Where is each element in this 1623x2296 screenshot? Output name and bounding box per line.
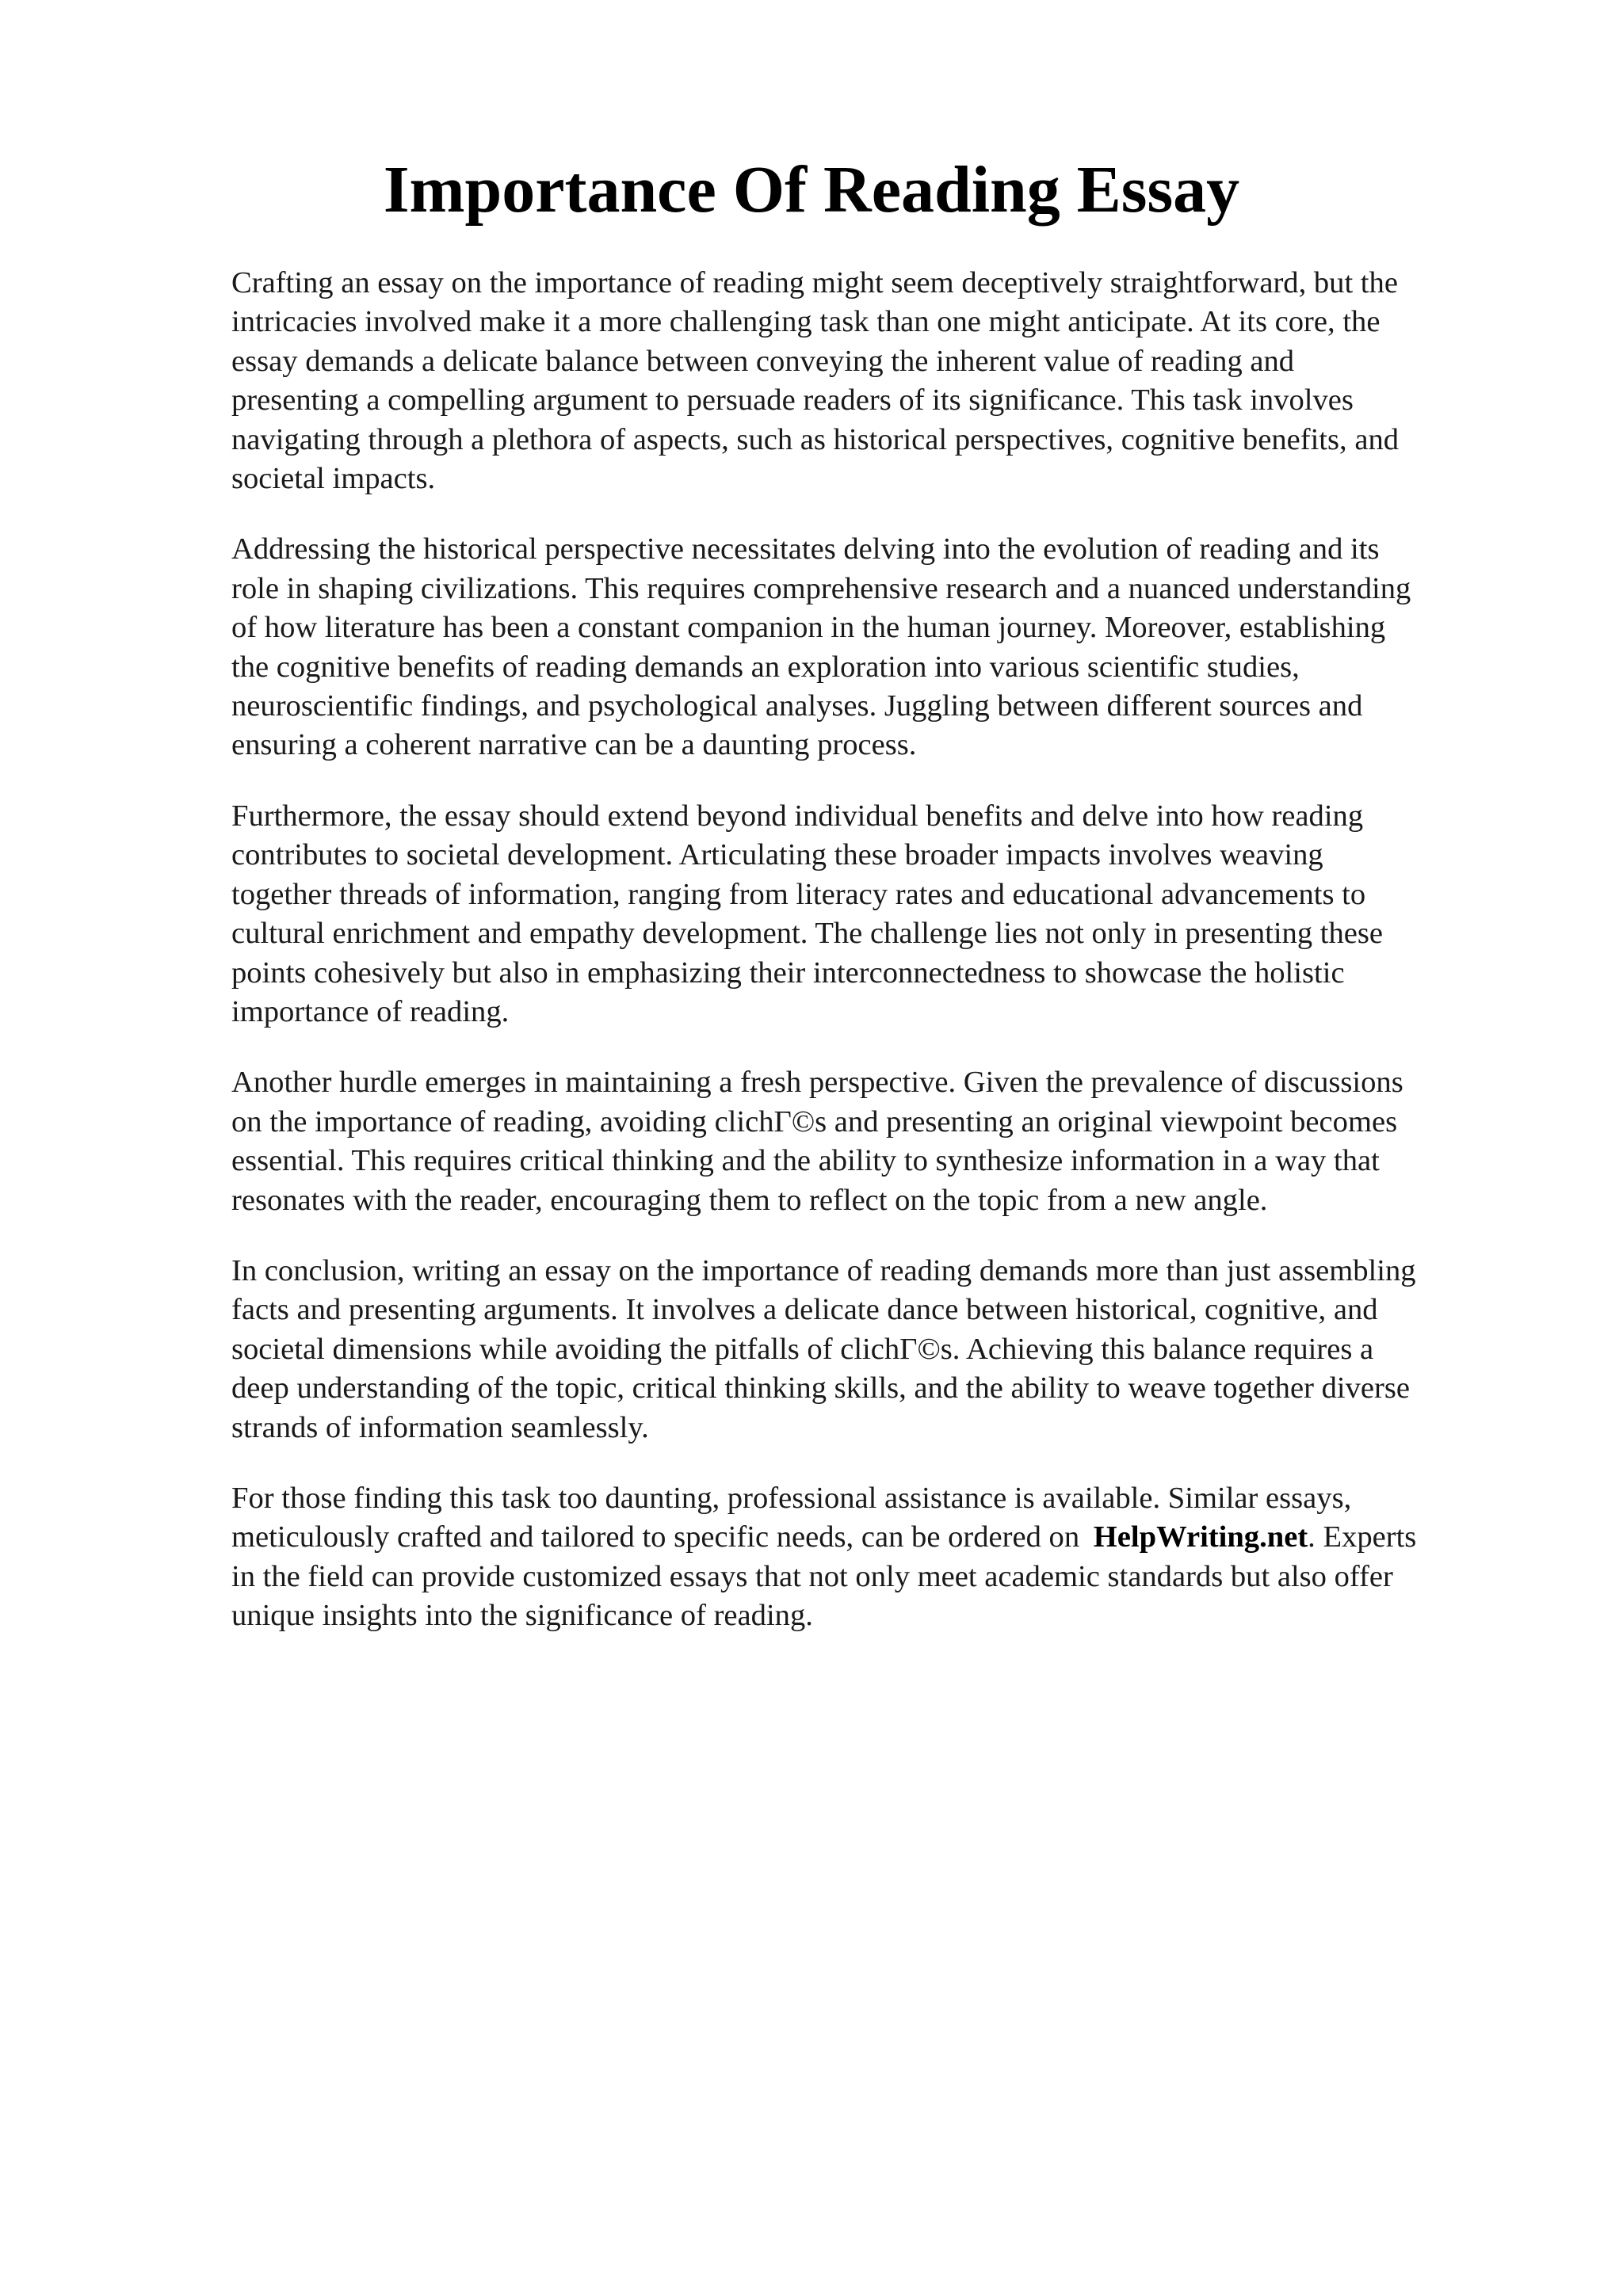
paragraph-line: Another hurdle emerges in maintaining a fresh perspective. Given the prevalence of discussions <box>231 1066 1403 1100</box>
paragraph-2 <box>231 530 1511 765</box>
paragraph-line: For those finding this task too daunting, professional assistance is available. Similar essays, <box>231 1481 1352 1515</box>
paragraph-line: resonates with the reader, encouraging them to reflect on the topic from a new angle. <box>231 1183 1268 1217</box>
paragraph-1 <box>231 264 1511 498</box>
paragraph-line: points cohesively but also in emphasizing their interconnectedness to showcase the holistic <box>231 955 1345 990</box>
paragraph-line: Crafting an essay on the importance of reading might seem deceptively straightforward, but the <box>231 266 1398 299</box>
paragraph-line: neuroscientific findings, and psychological analyses. Juggling between different sources and <box>231 689 1363 723</box>
paragraph-line: together threads of information, ranging from literacy rates and educational advancements to <box>231 877 1366 911</box>
paragraph-5 <box>231 1252 1511 1447</box>
paragraph-line-with-link <box>231 1518 1511 1557</box>
paragraph-3 <box>231 797 1511 1032</box>
paragraph-line: essay demands a delicate balance between conveying the inherent value of reading and <box>231 344 1295 378</box>
paragraph-line: contributes to societal development. Articulating these broader impacts involves weaving <box>231 838 1323 872</box>
paragraph-line: unique insights into the significance of reading. <box>231 1599 813 1633</box>
paragraph-line: intricacies involved make it a more challenging task than one might anticipate. At its core, the <box>231 305 1381 339</box>
line-text-before-link: meticulously crafted and tailored to specific needs, can be ordered on <box>231 1520 1087 1554</box>
paragraph-line: Furthermore, the essay should extend beyond individual benefits and delve into how reading <box>231 799 1364 833</box>
paragraph-line: societal dimensions while avoiding the pitfalls of clichΓ©s. Achieving this balance requires a <box>231 1332 1374 1366</box>
paragraph-line: In conclusion, writing an essay on the importance of reading demands more than just assembling <box>231 1253 1416 1287</box>
paragraph-line: essential. This requires critical thinking and the ability to synthesize information in a way that <box>231 1144 1380 1178</box>
page-title: Importance Of Reading Essay <box>383 153 1240 227</box>
paragraph-line: Addressing the historical perspective necessitates delving into the evolution of reading and its <box>231 532 1380 566</box>
paragraph-line: deep understanding of the topic, critical thinking skills, and the ability to weave together diverse <box>231 1371 1410 1405</box>
paragraph-line: in the field can provide customized essays that not only meet academic standards but also offer <box>231 1559 1393 1593</box>
paragraph-line: facts and presenting arguments. It involves a delicate dance between historical, cognitive, and <box>231 1293 1378 1327</box>
line-text-after-link: . Experts <box>1308 1520 1417 1554</box>
paragraph-line: on the importance of reading, avoiding clichΓ©s and presenting an original viewpoint becomes <box>231 1104 1398 1138</box>
paragraph-line: strands of information seamlessly. <box>231 1410 649 1444</box>
paragraph-line: the cognitive benefits of reading demands an exploration into various scientific studies, <box>231 650 1300 684</box>
paragraph-line: of how literature has been a constant companion in the human journey. Moreover, establishing <box>231 611 1386 645</box>
essay-body <box>231 264 1511 1668</box>
paragraph-line: cultural enrichment and empathy development. The challenge lies not only in presenting these <box>231 917 1384 951</box>
paragraph-line: importance of reading. <box>231 994 510 1028</box>
paragraph-6 <box>231 1479 1511 1636</box>
paragraph-4 <box>231 1063 1511 1220</box>
paragraph-line: navigating through a plethora of aspects, such as historical perspectives, cognitive benefits, and <box>231 422 1400 456</box>
paragraph-line: societal impacts. <box>231 462 436 496</box>
paragraph-line: role in shaping civilizations. This requires comprehensive research and a nuanced understanding <box>231 571 1411 605</box>
paragraph-line: ensuring a coherent narrative can be a daunting process. <box>231 728 917 762</box>
helpwriting-link[interactable]: HelpWriting.net <box>1093 1520 1308 1554</box>
paragraph-line: presenting a compelling argument to persuade readers of its significance. This task involves <box>231 383 1354 418</box>
